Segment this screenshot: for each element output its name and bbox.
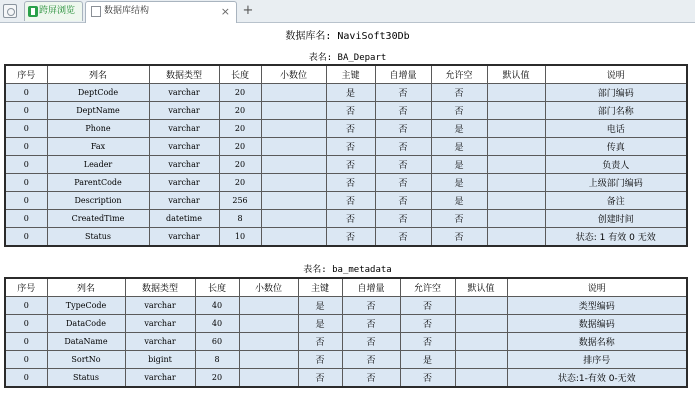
cell-description: 状态: 1 有效 0 无效 xyxy=(545,228,687,247)
table-row xyxy=(5,210,687,228)
cell-seq: 0 xyxy=(5,138,47,156)
cell-primary-key: 否 xyxy=(326,156,375,174)
header-nullable: 允许空 xyxy=(431,65,487,84)
cell-data-type: varchar xyxy=(125,315,195,333)
cell-column-name: Leader xyxy=(47,156,149,174)
cell-nullable: 是 xyxy=(431,174,487,192)
table-row xyxy=(5,102,687,120)
cell-default-value xyxy=(455,333,507,351)
cell-column-name: Status xyxy=(47,228,149,247)
cell-primary-key: 是 xyxy=(298,297,342,315)
header-scale: 小数位 xyxy=(261,65,326,84)
cell-auto-increment: 否 xyxy=(375,138,431,156)
table-row xyxy=(5,315,687,333)
cell-nullable: 否 xyxy=(431,102,487,120)
header-length: 长度 xyxy=(219,65,261,84)
cell-length: 8 xyxy=(195,351,239,369)
close-tab-icon[interactable]: × xyxy=(220,5,230,18)
cell-length: 40 xyxy=(195,315,239,333)
cell-auto-increment: 否 xyxy=(342,369,400,388)
tab-cross-screen-browse[interactable] xyxy=(24,1,83,21)
cell-column-name: Description xyxy=(47,192,149,210)
new-tab-button[interactable]: + xyxy=(242,3,254,18)
cell-description: 排序号 xyxy=(507,351,687,369)
cell-length: 20 xyxy=(219,102,261,120)
header-auto-increment: 自增量 xyxy=(375,65,431,84)
cell-auto-increment: 否 xyxy=(375,228,431,247)
cell-default-value xyxy=(455,369,507,388)
cell-data-type: varchar xyxy=(149,156,219,174)
cell-scale xyxy=(239,315,298,333)
cell-auto-increment: 否 xyxy=(375,156,431,174)
header-primary-key: 主键 xyxy=(298,278,342,297)
cell-seq: 0 xyxy=(5,192,47,210)
cell-default-value xyxy=(487,84,545,102)
cell-default-value xyxy=(487,228,545,247)
cell-nullable: 是 xyxy=(431,156,487,174)
cell-default-value xyxy=(455,297,507,315)
cell-primary-key: 是 xyxy=(298,315,342,333)
cell-column-name: TypeCode xyxy=(47,297,125,315)
cell-default-value xyxy=(487,192,545,210)
cell-nullable: 否 xyxy=(400,297,455,315)
cell-nullable: 否 xyxy=(431,228,487,247)
cell-length: 8 xyxy=(219,210,261,228)
cell-primary-key: 否 xyxy=(298,333,342,351)
cell-scale xyxy=(261,102,326,120)
cell-default-value xyxy=(487,102,545,120)
cell-default-value xyxy=(487,174,545,192)
cell-primary-key: 是 xyxy=(326,84,375,102)
cell-length: 20 xyxy=(219,138,261,156)
header-seq: 序号 xyxy=(5,65,47,84)
cell-scale xyxy=(261,84,326,102)
cell-description: 电话 xyxy=(545,120,687,138)
header-column-name: 列名 xyxy=(47,278,125,297)
cell-data-type: varchar xyxy=(125,297,195,315)
table-row xyxy=(5,351,687,369)
cell-length: 10 xyxy=(219,228,261,247)
table-header-row xyxy=(5,65,687,84)
table-row xyxy=(5,174,687,192)
cell-default-value xyxy=(487,120,545,138)
cell-primary-key: 否 xyxy=(326,138,375,156)
tab-label: 数据库结构 xyxy=(104,6,150,16)
cell-scale xyxy=(239,333,298,351)
cell-auto-increment: 否 xyxy=(342,333,400,351)
header-data-type: 数据类型 xyxy=(125,278,195,297)
cell-data-type: bigint xyxy=(125,351,195,369)
cell-description: 创建时间 xyxy=(545,210,687,228)
cell-default-value xyxy=(455,351,507,369)
cell-description: 部门名称 xyxy=(545,102,687,120)
cell-auto-increment: 否 xyxy=(375,120,431,138)
database-title: 数据库名: NaviSoft30Db xyxy=(285,31,410,42)
cell-auto-increment: 否 xyxy=(342,315,400,333)
cell-scale xyxy=(261,192,326,210)
cell-column-name: Fax xyxy=(47,138,149,156)
cell-primary-key: 否 xyxy=(298,351,342,369)
table-row xyxy=(5,156,687,174)
cell-seq: 0 xyxy=(5,315,47,333)
cell-nullable: 是 xyxy=(431,120,487,138)
cell-primary-key: 否 xyxy=(326,120,375,138)
header-description: 说明 xyxy=(507,278,687,297)
cell-data-type: varchar xyxy=(149,192,219,210)
cell-scale xyxy=(239,369,298,388)
cell-auto-increment: 否 xyxy=(342,351,400,369)
cell-column-name: Phone xyxy=(47,120,149,138)
cell-nullable: 否 xyxy=(400,369,455,388)
cell-seq: 0 xyxy=(5,297,47,315)
table-row xyxy=(5,228,687,247)
cell-length: 20 xyxy=(219,174,261,192)
header-seq: 序号 xyxy=(5,278,47,297)
cell-data-type: datetime xyxy=(149,210,219,228)
header-scale: 小数位 xyxy=(239,278,298,297)
browser-tab-bar xyxy=(0,0,695,23)
cell-column-name: CreatedTime xyxy=(47,210,149,228)
cell-seq: 0 xyxy=(5,351,47,369)
cell-data-type: varchar xyxy=(125,369,195,388)
cell-primary-key: 否 xyxy=(326,102,375,120)
cell-primary-key: 否 xyxy=(326,228,375,247)
table-title: 表名: BA_Depart xyxy=(308,53,387,63)
cell-default-value xyxy=(487,138,545,156)
cell-description: 负责人 xyxy=(545,156,687,174)
cell-column-name: ParentCode xyxy=(47,174,149,192)
cell-column-name: SortNo xyxy=(47,351,125,369)
cell-seq: 0 xyxy=(5,210,47,228)
columns-table xyxy=(4,277,688,388)
cell-length: 20 xyxy=(219,156,261,174)
table-title: 表名: ba_metadata xyxy=(303,265,392,275)
cell-column-name: DeptName xyxy=(47,102,149,120)
cell-auto-increment: 否 xyxy=(342,297,400,315)
table-row xyxy=(5,120,687,138)
browser-logo-icon[interactable] xyxy=(3,4,17,18)
header-default-value: 默认值 xyxy=(487,65,545,84)
page-icon xyxy=(91,6,101,17)
cell-default-value xyxy=(455,315,507,333)
cell-description: 部门编码 xyxy=(545,84,687,102)
columns-table xyxy=(4,64,688,247)
table-row xyxy=(5,138,687,156)
cell-length: 20 xyxy=(219,84,261,102)
cell-description: 状态:1-有效 0-无效 xyxy=(507,369,687,388)
cell-auto-increment: 否 xyxy=(375,102,431,120)
cell-nullable: 否 xyxy=(400,315,455,333)
cell-scale xyxy=(239,351,298,369)
cell-default-value xyxy=(487,156,545,174)
cell-description: 上级部门编码 xyxy=(545,174,687,192)
cell-scale xyxy=(261,156,326,174)
cell-scale xyxy=(261,120,326,138)
cell-length: 256 xyxy=(219,192,261,210)
cell-data-type: varchar xyxy=(149,138,219,156)
cell-description: 数据编码 xyxy=(507,315,687,333)
cell-seq: 0 xyxy=(5,120,47,138)
table-row xyxy=(5,369,687,388)
cell-nullable: 否 xyxy=(431,84,487,102)
phone-icon xyxy=(28,6,38,17)
cell-seq: 0 xyxy=(5,369,47,388)
cell-auto-increment: 否 xyxy=(375,192,431,210)
cell-scale xyxy=(261,138,326,156)
header-auto-increment: 自增量 xyxy=(342,278,400,297)
cell-data-type: varchar xyxy=(149,228,219,247)
cell-primary-key: 否 xyxy=(326,174,375,192)
cell-auto-increment: 否 xyxy=(375,174,431,192)
cell-description: 数据名称 xyxy=(507,333,687,351)
cell-default-value xyxy=(487,210,545,228)
header-default-value: 默认值 xyxy=(455,278,507,297)
header-nullable: 允许空 xyxy=(400,278,455,297)
header-data-type: 数据类型 xyxy=(149,65,219,84)
cell-scale xyxy=(261,210,326,228)
header-column-name: 列名 xyxy=(47,65,149,84)
cell-description: 备注 xyxy=(545,192,687,210)
header-description: 说明 xyxy=(545,65,687,84)
cell-column-name: DeptCode xyxy=(47,84,149,102)
cell-scale xyxy=(261,228,326,247)
cell-seq: 0 xyxy=(5,156,47,174)
cell-data-type: varchar xyxy=(125,333,195,351)
cell-primary-key: 否 xyxy=(298,369,342,388)
cell-length: 20 xyxy=(219,120,261,138)
cell-column-name: DataName xyxy=(47,333,125,351)
table-row xyxy=(5,192,687,210)
cell-column-name: DataCode xyxy=(47,315,125,333)
cell-length: 60 xyxy=(195,333,239,351)
cell-seq: 0 xyxy=(5,102,47,120)
cell-auto-increment: 否 xyxy=(375,84,431,102)
cell-data-type: varchar xyxy=(149,120,219,138)
cell-data-type: varchar xyxy=(149,174,219,192)
cell-nullable: 是 xyxy=(400,351,455,369)
cell-data-type: varchar xyxy=(149,84,219,102)
cell-scale xyxy=(239,297,298,315)
table-row xyxy=(5,297,687,315)
cell-nullable: 是 xyxy=(431,138,487,156)
cell-description: 类型编码 xyxy=(507,297,687,315)
cell-length: 40 xyxy=(195,297,239,315)
header-primary-key: 主键 xyxy=(326,65,375,84)
cell-primary-key: 否 xyxy=(326,210,375,228)
cell-column-name: Status xyxy=(47,369,125,388)
cell-nullable: 否 xyxy=(400,333,455,351)
cell-seq: 0 xyxy=(5,174,47,192)
table-row xyxy=(5,333,687,351)
cell-seq: 0 xyxy=(5,84,47,102)
table-header-row xyxy=(5,278,687,297)
cell-length: 20 xyxy=(195,369,239,388)
cell-description: 传真 xyxy=(545,138,687,156)
cell-scale xyxy=(261,174,326,192)
cell-nullable: 否 xyxy=(431,210,487,228)
cell-primary-key: 否 xyxy=(326,192,375,210)
cell-nullable: 是 xyxy=(431,192,487,210)
cell-auto-increment: 否 xyxy=(375,210,431,228)
tab-database-structure[interactable] xyxy=(85,1,237,23)
table-row xyxy=(5,84,687,102)
tab-label: 跨屏浏览 xyxy=(39,6,76,16)
cell-data-type: varchar xyxy=(149,102,219,120)
header-length: 长度 xyxy=(195,278,239,297)
cell-seq: 0 xyxy=(5,333,47,351)
cell-seq: 0 xyxy=(5,228,47,247)
